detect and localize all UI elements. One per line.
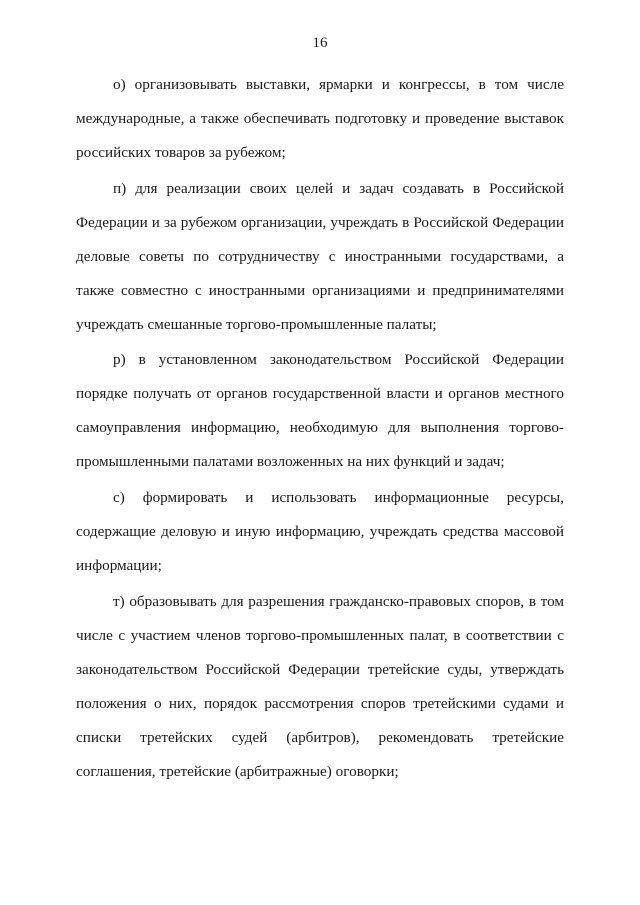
paragraph-line: т) образовывать для разрешения гражданско-правовых споров, в том [113, 593, 564, 610]
paragraph-line: числе с участием членов торгово-промышленных палат, в соответствии с [76, 627, 564, 644]
paragraph-line: списки третейских судей (арбитров), рекомендовать третейские [76, 729, 564, 746]
paragraph-line: о) организовывать выставки, ярмарки и конгрессы, в том числе [113, 76, 564, 93]
paragraph-t [76, 585, 564, 789]
paragraph-line: р) в установленном законодательством Российской Федерации [113, 351, 564, 368]
paragraph-line: с) формировать и использовать информационные ресурсы, [113, 489, 564, 506]
paragraph-line: содержащие деловую и иную информацию, учреждать средства массовой [76, 523, 564, 540]
paragraph-line: Федерации и за рубежом организации, учреждать в Российской Федерации [76, 214, 564, 231]
paragraph-line: соглашения, третейские (арбитражные) оговорки; [76, 763, 399, 780]
paragraph-line: информации; [76, 557, 162, 574]
paragraph-o [76, 68, 564, 170]
paragraph-line: законодательством Российской Федерации третейские суды, утверждать [76, 661, 564, 678]
paragraph-line: также совместно с иностранными организациями и предпринимателями [76, 282, 564, 299]
paragraph-s [76, 481, 564, 583]
paragraph-line: порядке получать от органов государственной власти и органов местного [76, 385, 564, 402]
paragraph-p [76, 172, 564, 342]
paragraph-line: учреждать смешанные торгово-промышленные палаты; [76, 316, 437, 333]
paragraph-line: самоуправления информацию, необходимую для выполнения торгово- [76, 419, 564, 436]
paragraph-line: российских товаров за рубежом; [76, 144, 286, 161]
paragraph-line: деловые советы по сотрудничеству с иностранными государствами, а [76, 248, 564, 265]
paragraph-line: положения о них, порядок рассмотрения споров третейскими судами и [76, 695, 564, 712]
page-number: 16 [312, 35, 328, 51]
paragraph-line: промышленными палатами возложенных на них функций и задач; [76, 453, 505, 470]
paragraph-r [76, 343, 564, 479]
paragraph-line: п) для реализации своих целей и задач создавать в Российской [113, 180, 564, 197]
paragraph-line: международные, а также обеспечивать подготовку и проведение выставок [76, 110, 564, 127]
